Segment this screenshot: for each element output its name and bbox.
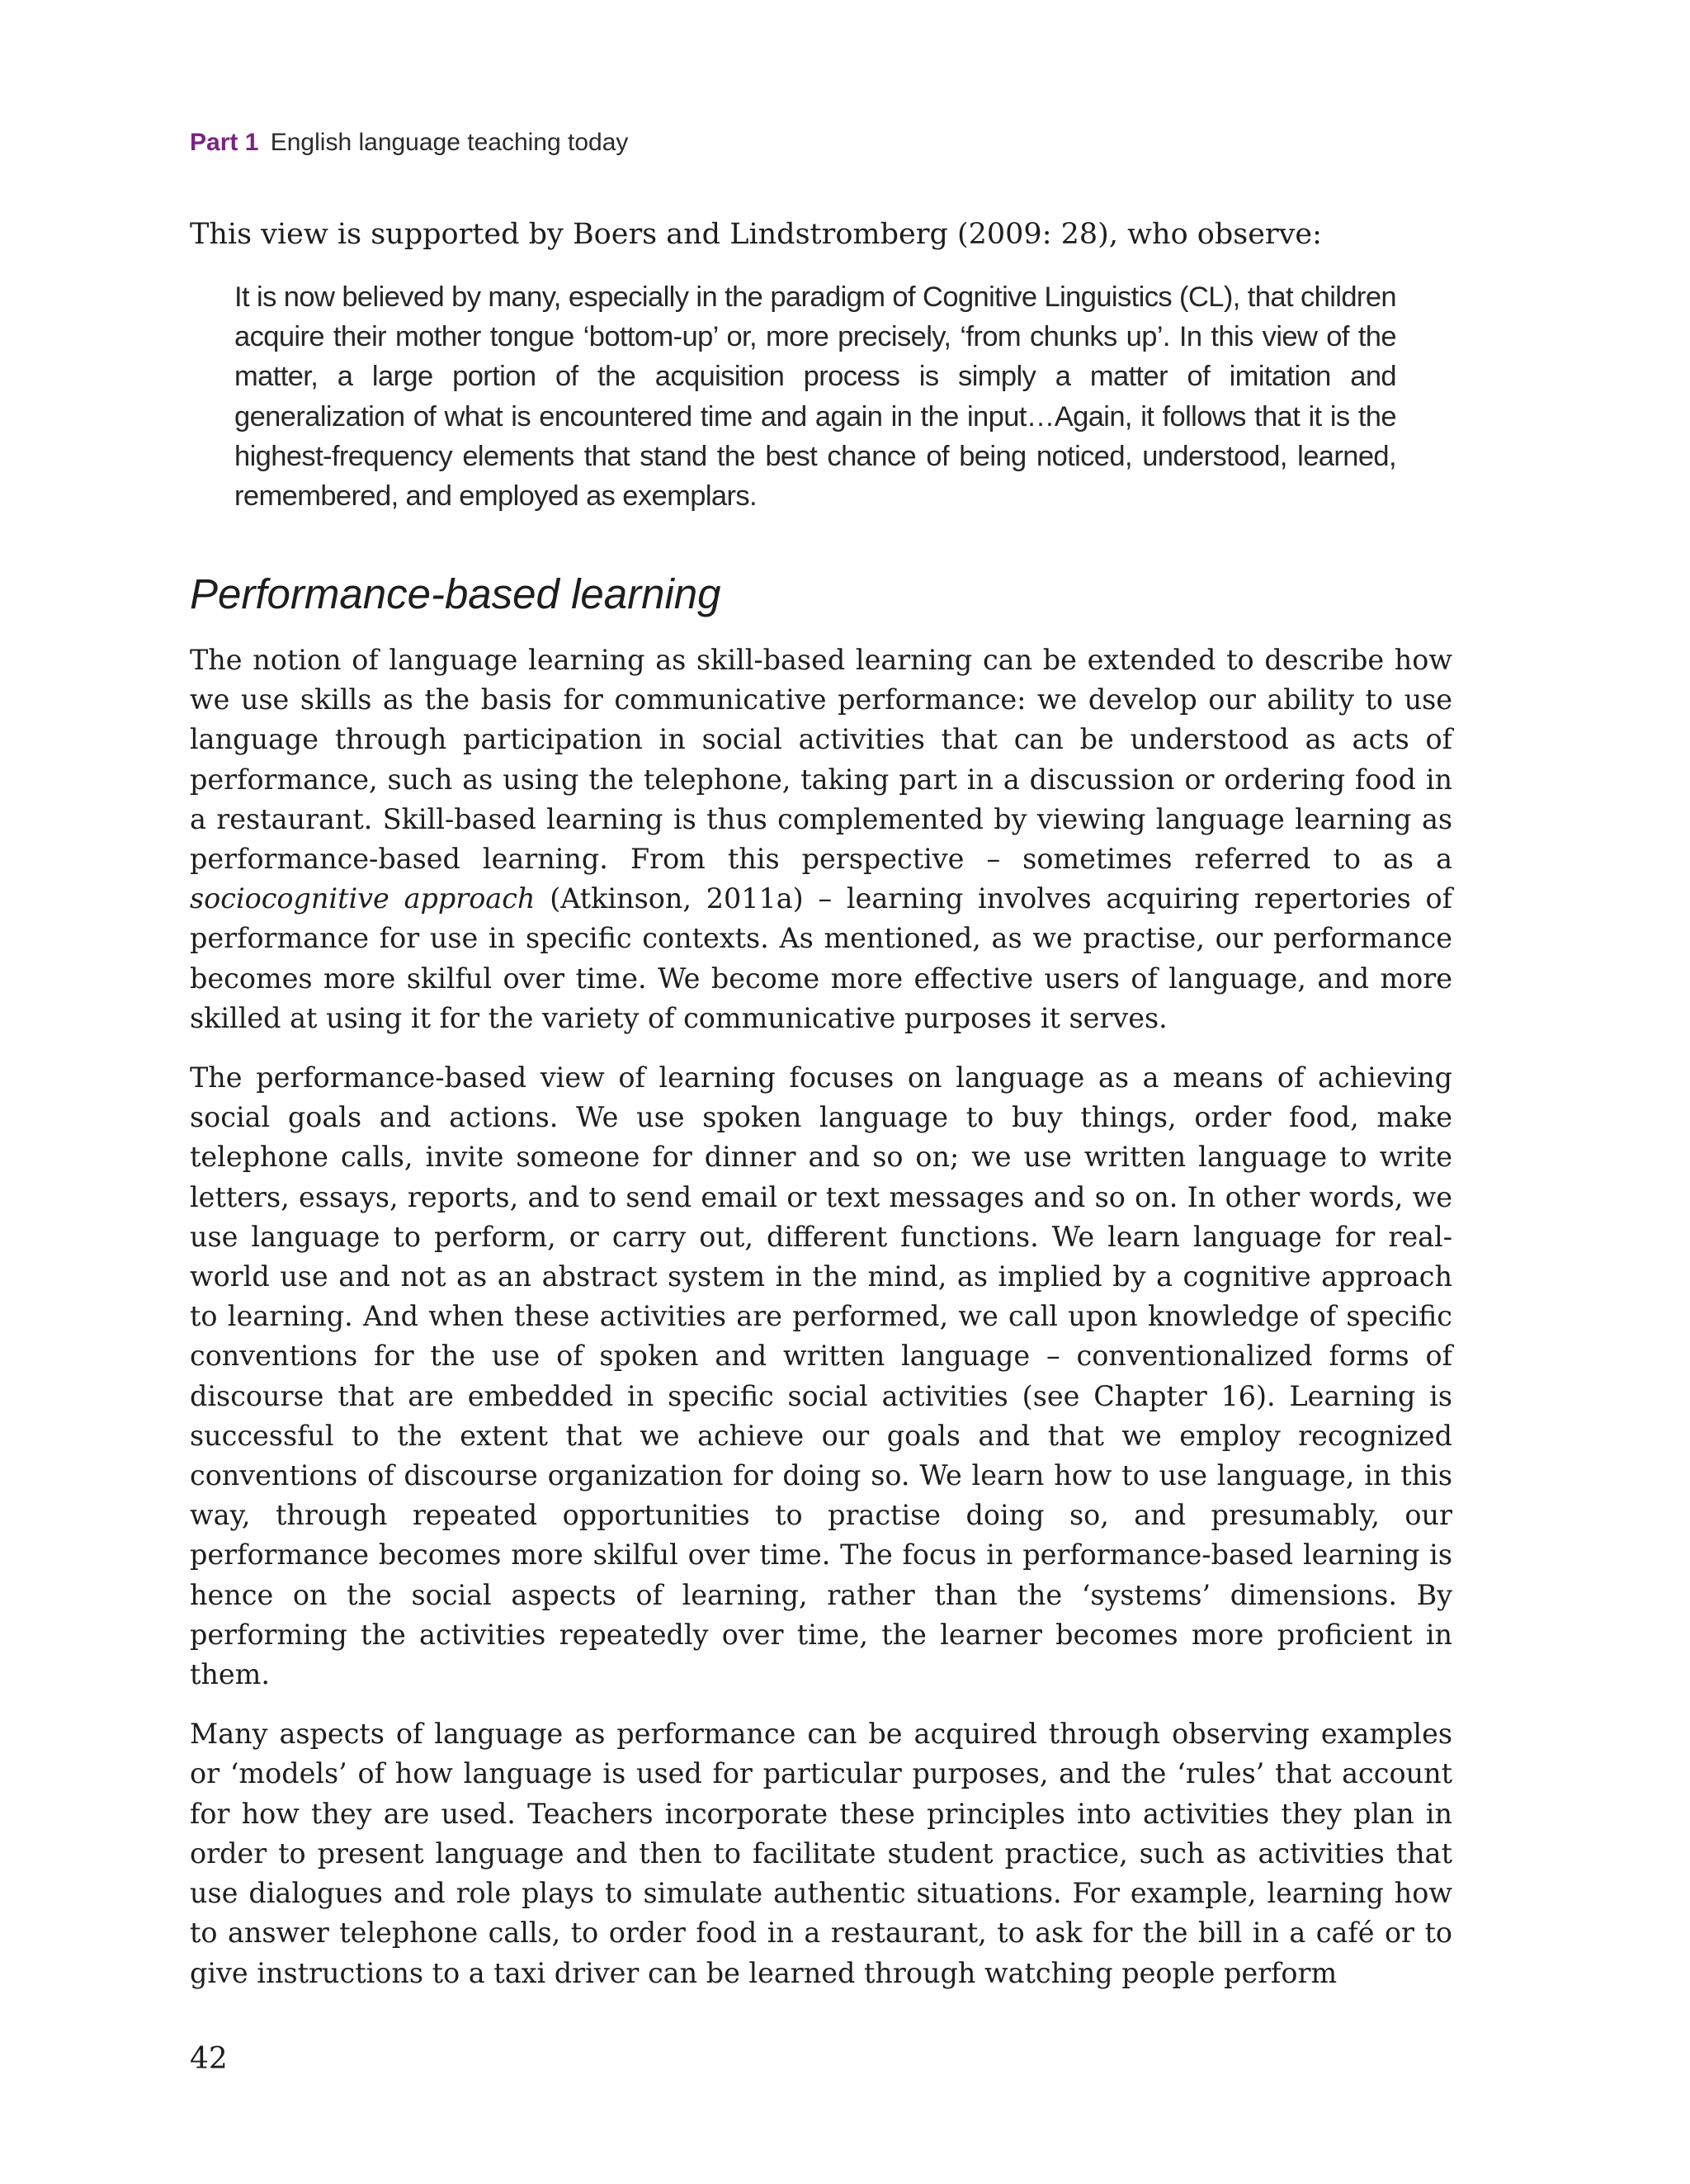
block-quote: It is now believed by many, especially in the paradigm of Cognitive Linguistics (CL), that children acquire their mother tongue ‘bottom-up’ or, more precisely, ‘from chunks up’. In this view of the matter, a large portion of the acquisition process is simply a matter of imitation and generalization of what is encountered time and again in the input…Again, it follows that it is the highest-frequency elements that stand the best chance of being noticed, understood, learned, remembered, and employed as exemplars. <box>234 281 1396 513</box>
body-text <box>190 641 1452 2013</box>
paragraph-1-after: (Atkinson, 2011a) – learning involves acquiring repertories of performance for use in specific contexts. As mentioned, as we practise, our performance becomes more skilful over time. We become more effective users of language, and more skilled at using it for the variety of communicative purposes it serves. <box>190 882 1452 1034</box>
paragraph-3: Many aspects of language as performance can be acquired through observing examples or ‘models’ of how language is used for particular purposes, and the ‘rules’ that account for how they are used. Teachers incorporate these principles into activities they plan in order to present language and then to facilitate student practice, such as activities that use dialogues and role plays to simulate authentic situations. For example, learning how to answer telephone calls, to order food in a restaurant, to ask for the bill in a café or to give instructions to a taxi driver can be learned through watching people perform <box>190 1718 1452 1989</box>
page-number: 42 <box>190 2042 228 2076</box>
running-header <box>190 129 628 157</box>
part-label: Part 1 <box>190 129 259 156</box>
paragraph-2: The performance-based view of learning focuses on language as a means of achieving social goals and actions. We use spoken language to buy things, order food, make telephone calls, invite someone for dinner and so on; we use written language to write letters, essays, reports, and to send email or text messages and so on. In other words, we use language to perform, or carry out, different functions. We learn language for real-world use and not as an abstract system in the mind, as implied by a cognitive approach to learning. And when these activities are performed, we call upon knowledge of specific conventions for the use of spoken and written language – conventionalized forms of discourse that are embedded in specific social activities (see Chapter 16). Learning is successful to the extent that we achieve our goals and that we employ recognized conventions of discourse organization for doing so. We learn how to use language, in this way, through repeated opportunities to practise doing so, and presumably, our performance becomes more skilful over time. The focus in performance-based learning is hence on the social aspects of learning, rather than the ‘systems’ dimensions. By performing the activities repeatedly over time, the learner becomes more proficient in them. <box>190 1061 1452 1691</box>
paragraph-1 <box>190 641 1452 1038</box>
paragraph-1-emphasis: sociocognitive approach <box>190 882 536 915</box>
header-title: English language teaching today <box>270 129 629 156</box>
section-heading: Performance-based learning <box>190 570 721 617</box>
paragraph-1-before: The notion of language learning as skill-based learning can be extended to describe how we use skills as the basis for communicative performance: we develop our ability to use language through participation in social activities that can be understood as acts of performance, such as using the telephone, taking part in a discussion or ordering food in a restaurant. Skill-based learning is thus complemented by viewing language learning as performance-based learning. From this perspective – sometimes referred to as a <box>190 644 1452 876</box>
intro-sentence: This view is supported by Boers and Lindstromberg (2009: 28), who observe: <box>190 218 1322 251</box>
